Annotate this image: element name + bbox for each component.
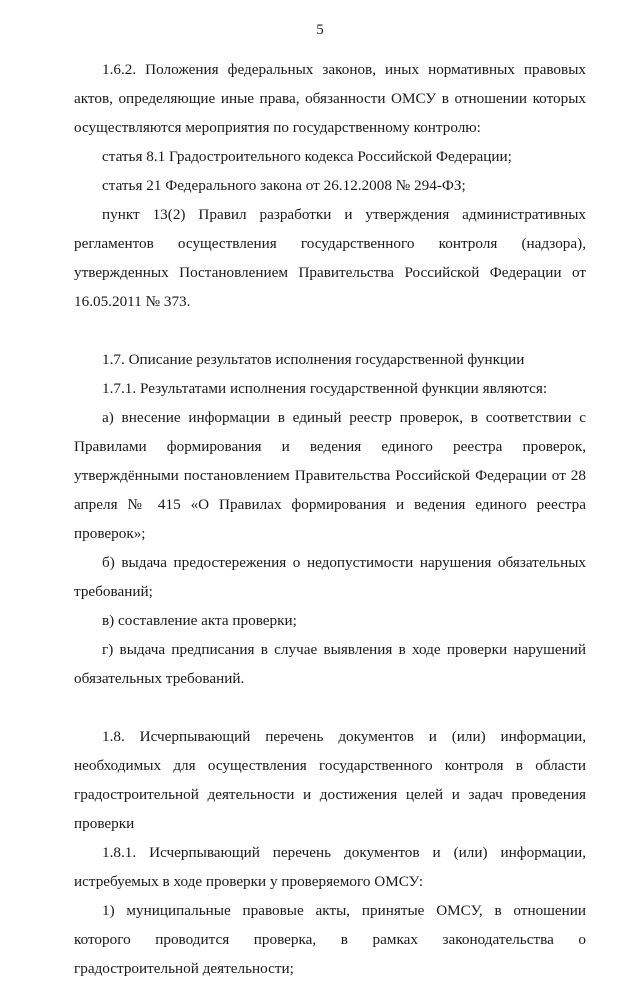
section-heading-1-7: 1.7. Описание результатов исполнения государственной функции	[102, 351, 525, 368]
paragraph-1-6-2: 1.6.2. Положения федеральных законов, иных нормативных правовых актов, определяющие иные права, обязанности ОМСУ в отношении которых осуществляются мероприятия по государственному контролю:	[74, 61, 586, 136]
paragraph-1-7-1: 1.7.1. Результатами исполнения государственной функции являются:	[102, 380, 548, 397]
list-item-g: г) выдача предписания в случае выявления в ходе проверки нарушений обязательных требований.	[74, 641, 586, 687]
list-item-1: 1) муниципальные правовые акты, принятые ОМСУ, в отношении которого проводится проверка, в рамках законодательства о градостроительной деятельности;	[74, 902, 586, 977]
list-item-v: в) составление акта проверки;	[102, 612, 297, 629]
paragraph-article-8-1: статья 8.1 Градостроительного кодекса Российской Федерации;	[102, 148, 512, 165]
document-body	[74, 55, 586, 983]
paragraph-article-21: статья 21 Федерального закона от 26.12.2008 № 294-ФЗ;	[102, 177, 466, 194]
list-item-b: б) выдача предостережения о недопустимости нарушения обязательных требований;	[74, 554, 586, 600]
list-item-a: а) внесение информации в единый реестр проверок, в соответствии с Правилами формирования и ведения единого реестра проверок, утверждёнными постановлением Правительства Российской Федерации от 28 апреля № 415 «О Правилах формирования и ведения единого реестра проверок»;	[74, 409, 586, 542]
paragraph-1-8-1: 1.8.1. Исчерпывающий перечень документов и (или) информации, истребуемых в ходе проверки у проверяемого ОМСУ:	[74, 844, 586, 890]
section-heading-1-8: 1.8. Исчерпывающий перечень документов и (или) информации, необходимых для осуществления государственного контроля в области градостроительной деятельности и достижения целей и задач проведения проверки	[74, 728, 586, 832]
paragraph-point-13-2: пункт 13(2) Правил разработки и утверждения административных регламентов осуществления государственного контроля (надзора), утвержденных Постановлением Правительства Российской Федерации от 16.05.2011 № 373.	[74, 206, 586, 310]
page-number: 5	[316, 22, 324, 38]
